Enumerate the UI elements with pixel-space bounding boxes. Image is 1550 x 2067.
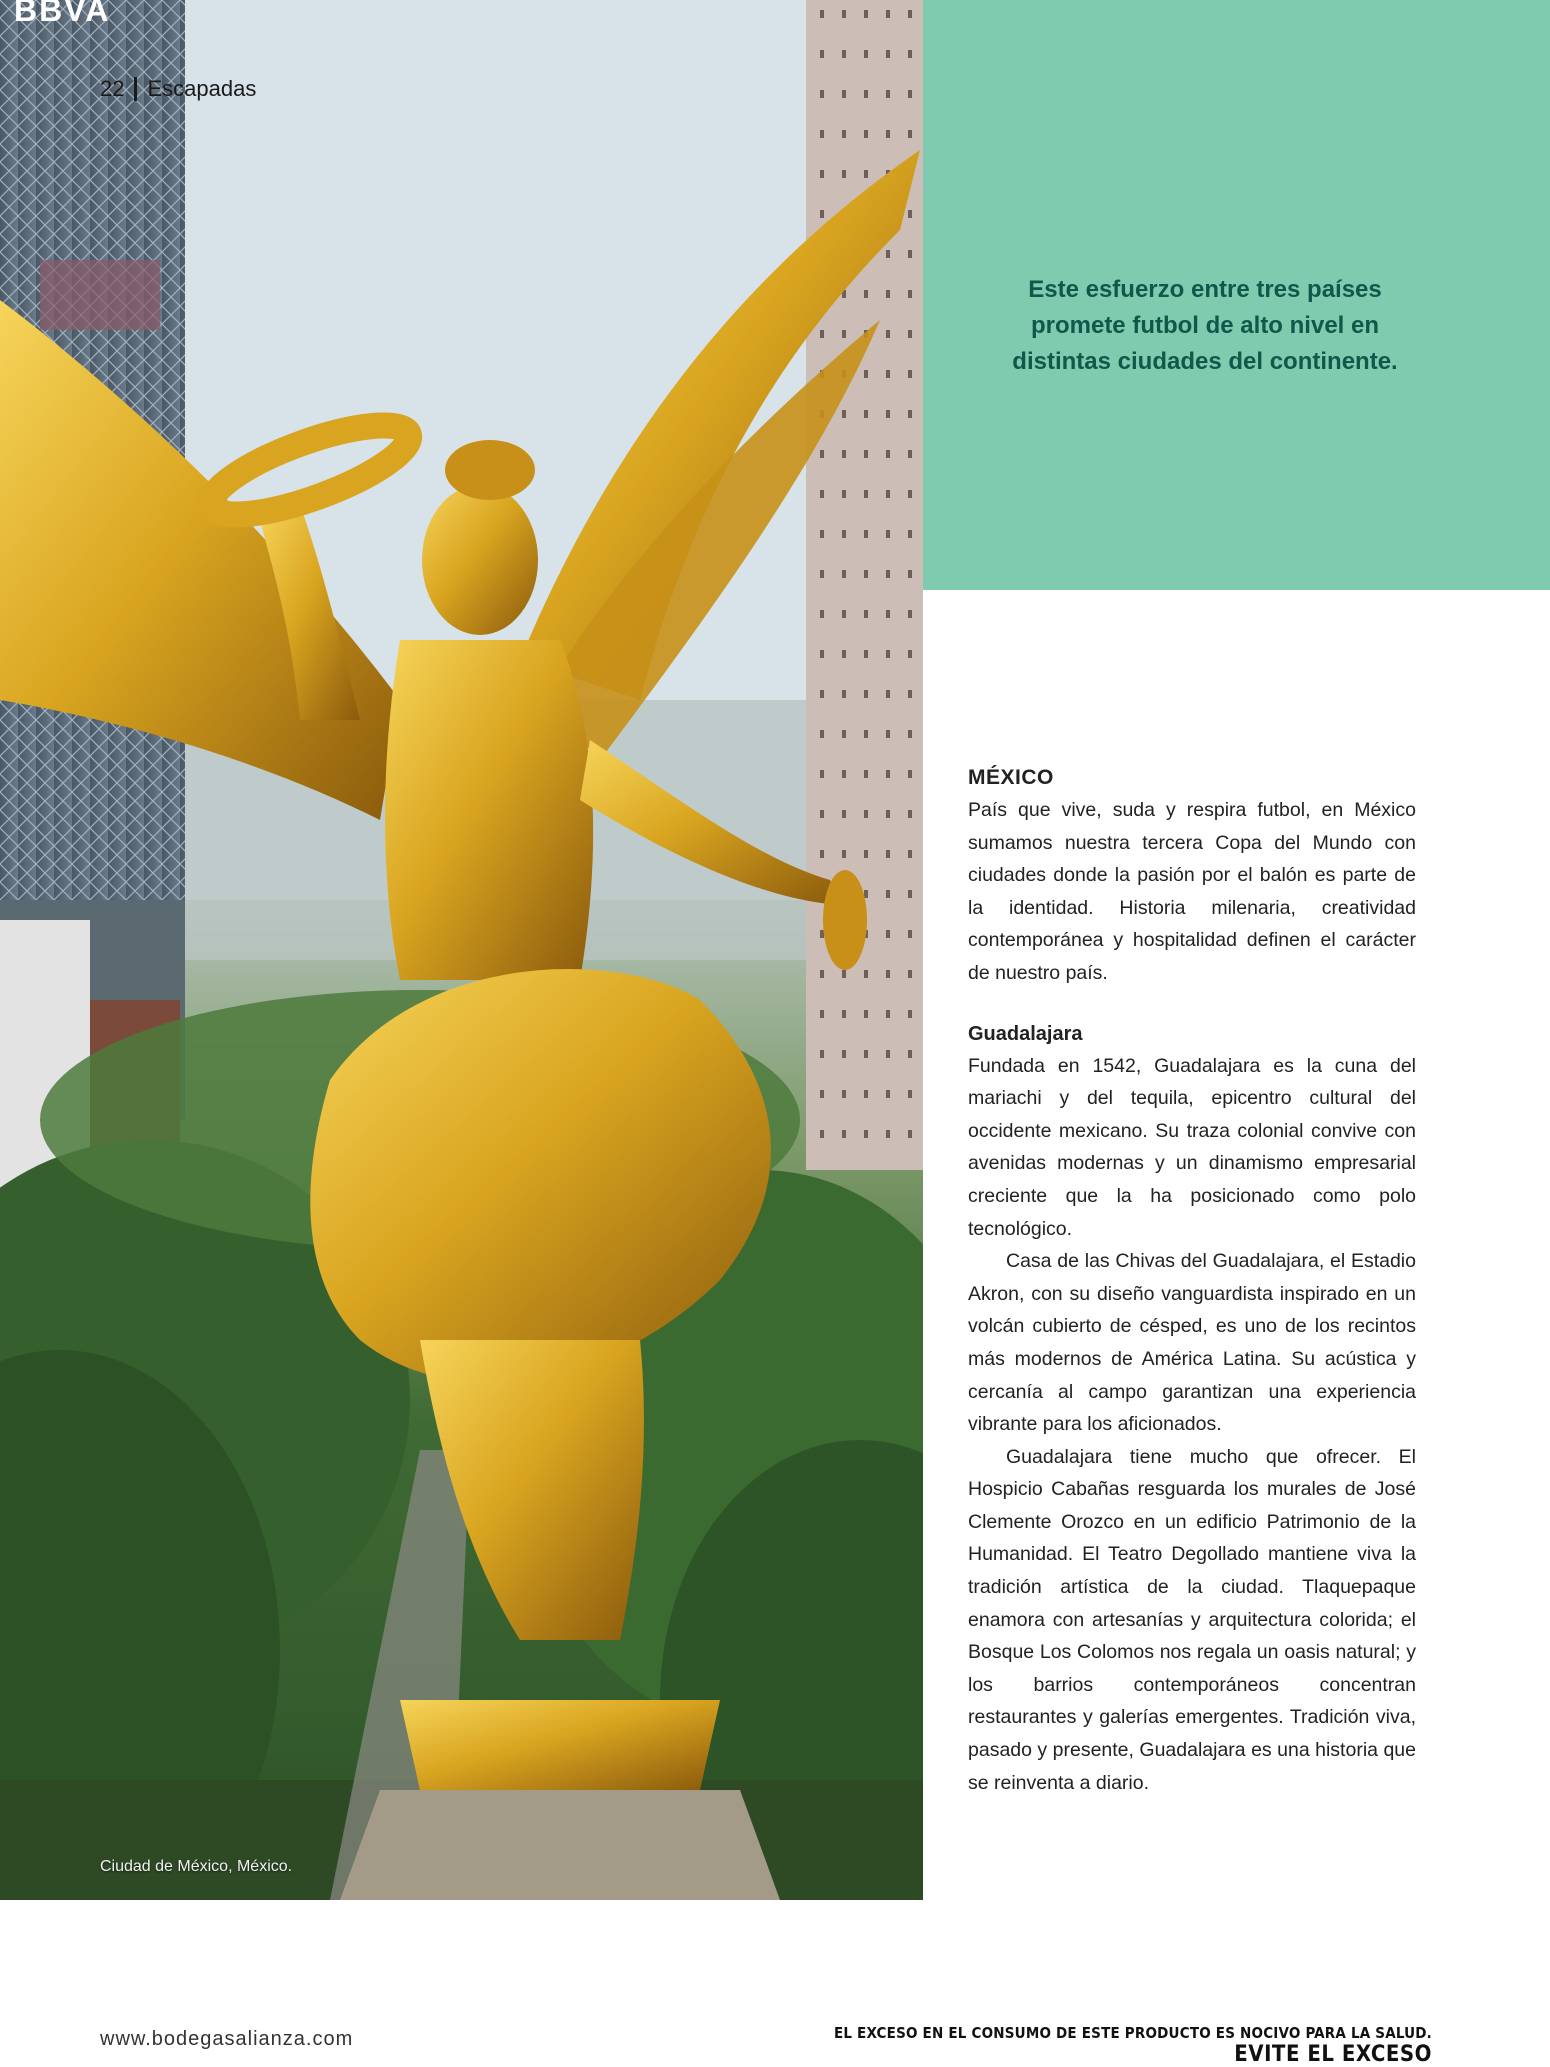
section-name: Escapadas bbox=[147, 76, 257, 101]
health-warning-line2: EVITE EL EXCESO bbox=[1234, 2042, 1432, 2067]
folio-divider bbox=[134, 77, 137, 101]
footer-website: www.bodegasalianza.com bbox=[100, 2028, 354, 2050]
article-paragraph: Casa de las Chivas del Guadalajara, el Estadio Akron, con su diseño vanguardista inspirado en un volcán cubierto de césped, es uno de los recintos más modernos de América Latina. Su acústica y cercanía al campo garantizan una experiencia vibrante para los aficionados. bbox=[968, 1250, 1416, 1436]
photo-caption: Ciudad de México, México. bbox=[100, 1858, 293, 1875]
article-paragraph: Guadalajara tiene mucho que ofrecer. El Hospicio Cabañas resguarda los murales de José Clemente Orozco en un edificio Patrimonio de la Humanidad. El Teatro Degollado mantiene viva la tradición artística de la ciudad. Tlaquepaque enamora con artesanías y arquitectura colorida; el Bosque Los Colomos nos regala un oasis natural; y los barrios contemporáneos concentran restaurantes y galerías emergentes. Tradición viva, pasado y presente, Guadalajara es una historia que se reinventa a diario. bbox=[968, 1445, 1416, 1794]
article-paragraph: Fundada en 1542, Guadalajara es la cuna del mariachi y del tequila, epicentro cultural del occidente mexicano. Su traza colonial convive con avenidas modernas y un dinamismo empresarial creciente que la ha posicionado como polo tecnológico. bbox=[968, 1054, 1416, 1240]
health-warning bbox=[834, 2024, 1432, 2067]
bank-logo: BBVA bbox=[14, 0, 111, 28]
article-column bbox=[968, 762, 1416, 1799]
health-warning-line1: EL EXCESO EN EL CONSUMO DE ESTE PRODUCTO ES NOCIVO PARA LA SALUD. bbox=[833, 2024, 1432, 2042]
page-number: 22 bbox=[100, 76, 125, 101]
page-folio bbox=[100, 76, 256, 102]
article-intro: País que vive, suda y respira futbol, en México sumamos nuestra tercera Copa del Mundo con ciudades donde la pasión por el balón es parte de la identidad. Historia milenaria, creatividad contemporánea y hospitalidad definen el carácter de nuestro país. bbox=[968, 799, 1416, 984]
article-heading: MÉXICO bbox=[968, 766, 1054, 789]
pull-quote: Este esfuerzo entre tres países promete futbol de alto nivel en distintas ciudades del continente. bbox=[1012, 276, 1398, 375]
article-subheading: Guadalajara bbox=[968, 1022, 1083, 1045]
